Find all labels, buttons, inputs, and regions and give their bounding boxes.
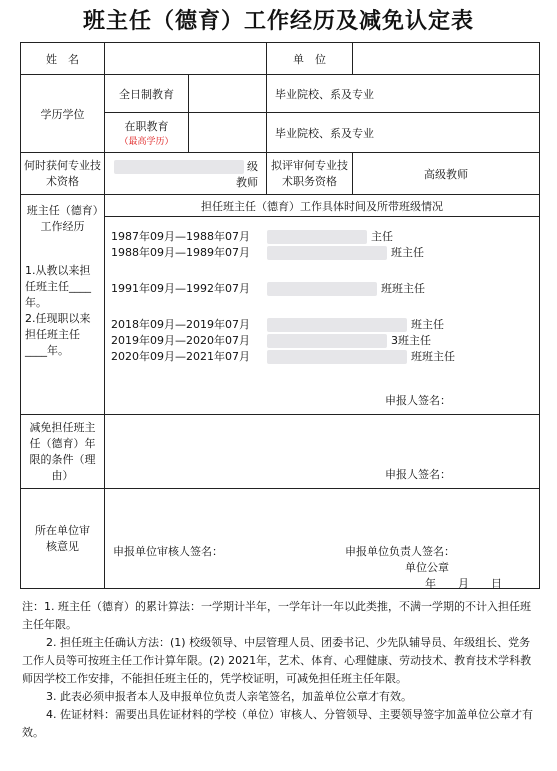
history-entry: 1987年09月—1988年07月 主任 bbox=[111, 230, 393, 243]
form-table bbox=[20, 42, 540, 589]
review-left-sign: 申报单位审核人签名： bbox=[113, 545, 223, 558]
redacted-block bbox=[267, 350, 407, 364]
redacted-block bbox=[267, 282, 377, 296]
history-item-2: 2.任现职以来担任班主任____年。 bbox=[25, 312, 91, 357]
unit-field[interactable] bbox=[353, 43, 540, 75]
notes bbox=[22, 598, 536, 742]
note-1: 注：1. 班主任（德育）的累计算法：一学期计半年，一学年计一年以此类推，不满一学期的不计入担任班主任年限。 bbox=[22, 600, 531, 631]
qualification-value: 级教师 bbox=[236, 159, 258, 189]
inservice-field[interactable] bbox=[189, 113, 267, 153]
redacted-block bbox=[267, 246, 387, 260]
reduce-label: 减免担任班主任（德育）年限的条件（理由） bbox=[21, 415, 105, 489]
target-title-label: 拟评审何专业技术职务资格 bbox=[267, 153, 353, 195]
history-item-1: 1.从教以来担任班主任____年。 bbox=[25, 264, 91, 309]
history-entry: 2019年09月—2020年07月 3班主任 bbox=[111, 334, 431, 347]
form-title: 班主任（德育）工作经历及减免认定表 bbox=[82, 9, 474, 34]
name-field[interactable] bbox=[105, 43, 267, 75]
note-4: 4. 佐证材料：需要出具佐证材料的学校（单位）审核人、分管领导、主要领导签字加盖单位公章才有效。 bbox=[22, 708, 533, 739]
fulltime-field[interactable] bbox=[189, 75, 267, 113]
review-stamp: 单位公章 bbox=[405, 561, 449, 574]
history-left-title: 班主任（德育）工作经历 bbox=[26, 204, 99, 233]
redacted-block bbox=[267, 334, 387, 348]
redacted-block bbox=[267, 230, 367, 244]
review-label: 所在单位审核意见 bbox=[21, 489, 105, 589]
name-label: 姓 名 bbox=[21, 43, 105, 75]
reduce-field[interactable] bbox=[105, 415, 540, 489]
review-right-sign: 申报单位负责人签名： bbox=[345, 545, 455, 558]
history-entries-cell bbox=[105, 217, 540, 415]
history-entry: 1988年09月—1989年07月 班主任 bbox=[111, 246, 424, 259]
qualification-label: 何时获何专业技术资格 bbox=[21, 153, 105, 195]
history-entry: 1991年09月—1992年07月 班班主任 bbox=[111, 282, 425, 295]
qualification-value-cell bbox=[105, 153, 267, 195]
inservice-cell bbox=[105, 113, 189, 153]
review-date: 年 月 日 bbox=[425, 577, 502, 590]
history-header: 担任班主任（德育）工作具体时间及所带班级情况 bbox=[105, 195, 540, 217]
history-left-cell bbox=[21, 195, 105, 415]
fulltime-label: 全日制教育 bbox=[105, 75, 189, 113]
edu-label: 学历学位 bbox=[21, 75, 105, 153]
redacted-block bbox=[114, 160, 244, 174]
target-title-value: 高级教师 bbox=[353, 153, 540, 195]
redacted-block bbox=[267, 318, 407, 332]
history-entry: 2018年09月—2019年07月 班主任 bbox=[111, 318, 444, 331]
note-2: 2. 担任班主任确认方法：(1) 校级领导、中层管理人员、团委书记、少先队辅导员、年级组长、党务工作人员等可按班主任工作计算年限。(2) 2021年，艺术、体育、心理健康、劳动技术、教育技术学科教师因学校工作安排，不能担任班主任的，凭学校证明，可减免担任班主任年限。 bbox=[22, 636, 532, 685]
history-entry: 2020年09月—2021年07月 班班主任 bbox=[111, 350, 455, 363]
unit-label: 单 位 bbox=[267, 43, 353, 75]
note-3: 3. 此表必须申报者本人及申报单位负责人亲笔签名，加盖单位公章才有效。 bbox=[46, 690, 412, 703]
history-sign-label: 申报人签名： bbox=[385, 394, 451, 407]
inservice-note: （最高学历） bbox=[119, 137, 174, 147]
school2-label: 毕业院校、系及专业 bbox=[267, 113, 540, 153]
inservice-label: 在职教育 bbox=[124, 120, 169, 133]
school1-label: 毕业院校、系及专业 bbox=[267, 75, 540, 113]
review-field[interactable] bbox=[105, 489, 540, 589]
reduce-sign-label: 申报人签名： bbox=[385, 468, 451, 481]
